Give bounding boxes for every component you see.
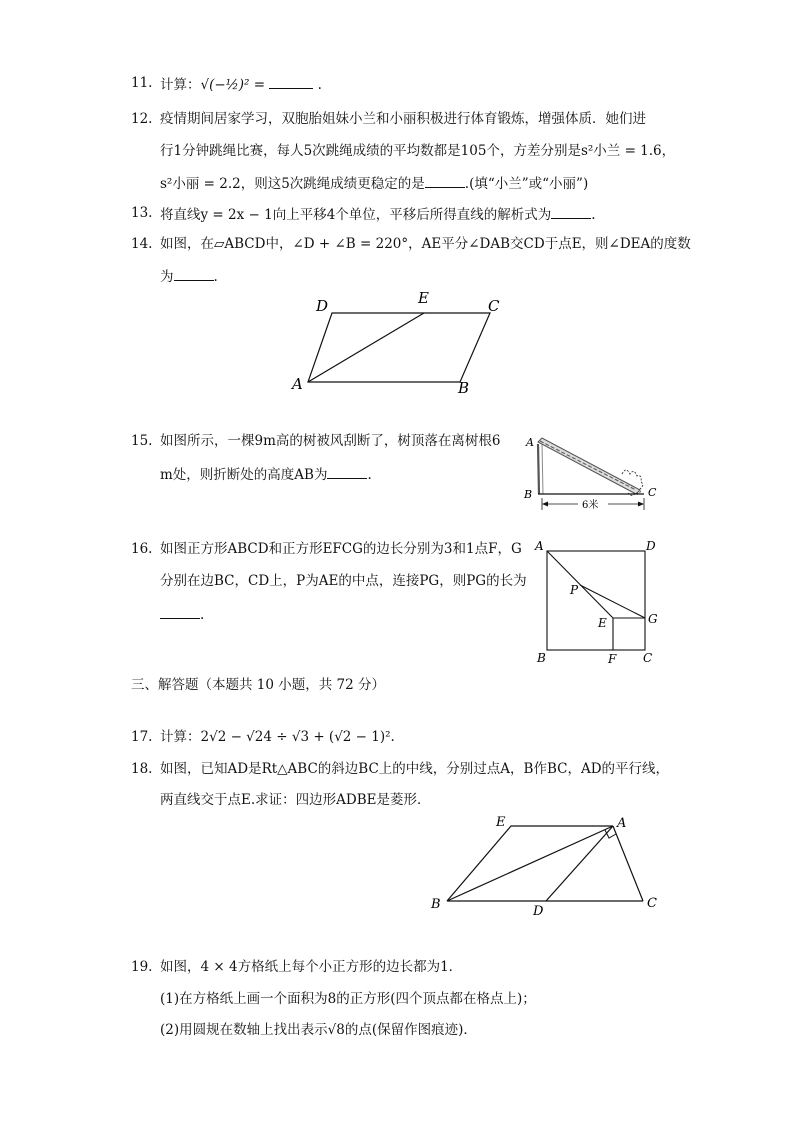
q12-line-1: 疫情期间居家学习，双胞胎姐妹小兰和小丽积极进行体育锻炼，增强体质．她们进 — [160, 111, 646, 127]
q15-line-1: 如图所示，一棵9m高的树被风刮断了，树顶落在离树根6 — [160, 433, 501, 449]
q19-number: 19. — [131, 959, 153, 975]
q15-answer-blank[interactable] — [327, 464, 367, 479]
q16-label-c: C — [643, 651, 653, 665]
q13-answer-blank[interactable] — [551, 204, 591, 219]
q15-distance-label: 6米 — [582, 500, 599, 511]
q11-text: 计算：√(−½)² = . — [160, 74, 322, 94]
q11-number: 11. — [131, 75, 153, 91]
q14-label-e: E — [418, 289, 429, 307]
q16-label-b: B — [537, 651, 546, 665]
q14-parallelogram-figure — [290, 285, 510, 401]
q15-number: 15. — [131, 433, 153, 449]
q14-label-c: C — [488, 297, 500, 315]
q14-answer-blank[interactable] — [174, 266, 214, 281]
q13-number: 13. — [131, 205, 153, 221]
q16-label-f: F — [608, 652, 617, 666]
q13-text: 将直线y = 2x − 1向上平移4个单位，平移后所得直线的解析式为 . — [160, 204, 596, 224]
q18-number: 18. — [131, 761, 153, 777]
section-heading: 三、解答题（本题共 10 小题，共 72 分） — [131, 677, 386, 693]
q14-number: 14. — [131, 236, 153, 252]
q14-line-2: 为 . — [160, 266, 218, 286]
q16-label-a: A — [535, 539, 544, 553]
q18-label-c: C — [647, 896, 657, 911]
q14-line-1: 如图，在▱ABCD中，∠D + ∠B = 220°，AE平分∠DAB交CD于点E，则∠DEA的度数 — [160, 236, 691, 252]
q16-label-d: D — [646, 539, 656, 553]
q15-label-a: A — [526, 436, 534, 449]
q18-line-2: 两直线交于点E.求证：四边形ADBE是菱形． — [160, 792, 431, 808]
q16-label-p: P — [570, 583, 579, 597]
q16-line-2: 分别在边BC，CD上，P为AE的中点，连接PG，则PG的长为 — [160, 573, 527, 589]
q12-number: 12. — [131, 111, 153, 127]
q14-label-d: D — [316, 297, 329, 315]
q18-label-b: B — [431, 897, 441, 912]
q12-line-2: 行1分钟跳绳比赛，每人5次跳绳成绩的平均数都是105个，方差分别是s²小兰 = 1.6， — [160, 143, 676, 159]
q18-rhombus-figure — [425, 810, 665, 924]
q18-line-1: 如图，已知AD是Rt△ABC的斜边BC上的中线，分别过点A，B作BC，AD的平行线， — [160, 761, 670, 777]
q15-line-2: m处，则折断处的高度AB为 . — [160, 464, 372, 484]
q11-expression: √(−½)² = — [200, 77, 266, 93]
q16-number: 16. — [131, 541, 153, 557]
q17-number: 17. — [131, 729, 153, 745]
q16-label-g: G — [648, 612, 658, 626]
q15-label-c: C — [648, 486, 657, 499]
q16-line-3: . — [160, 604, 204, 624]
q12-line-3: s²小丽 = 2.2，则这5次跳绳成绩更稳定的是 .(填“小兰”或“小丽”) — [160, 173, 588, 193]
q14-label-a: A — [292, 375, 303, 393]
q16-squares-figure — [530, 536, 670, 672]
q14-label-b: B — [458, 379, 470, 397]
q18-label-a: A — [617, 816, 627, 831]
q11-answer-blank[interactable] — [269, 74, 313, 89]
q17-text: 计算：2√2 − √24 ÷ √3 + (√2 − 1)². — [160, 729, 395, 745]
q19-line-1: 如图，4 × 4方格纸上每个小正方形的边长都为1． — [160, 959, 463, 975]
q16-answer-blank[interactable] — [160, 604, 200, 619]
q18-label-d: D — [533, 904, 544, 919]
q18-label-e: E — [496, 815, 506, 830]
q16-line-1: 如图正方形ABCD和正方形EFCG的边长分别为3和1点F，G — [160, 541, 522, 557]
q19-line-3: (2)用圆规在数轴上找出表示√8的点(保留作图痕迹)． — [160, 1022, 477, 1038]
q19-line-2: (1)在方格纸上画一个面积为8的正方形(四个顶点都在格点上)； — [160, 991, 536, 1007]
q12-answer-blank[interactable] — [425, 173, 465, 188]
q15-label-b: B — [524, 488, 533, 501]
q16-label-e: E — [598, 616, 607, 630]
q15-broken-tree-figure — [518, 432, 668, 518]
